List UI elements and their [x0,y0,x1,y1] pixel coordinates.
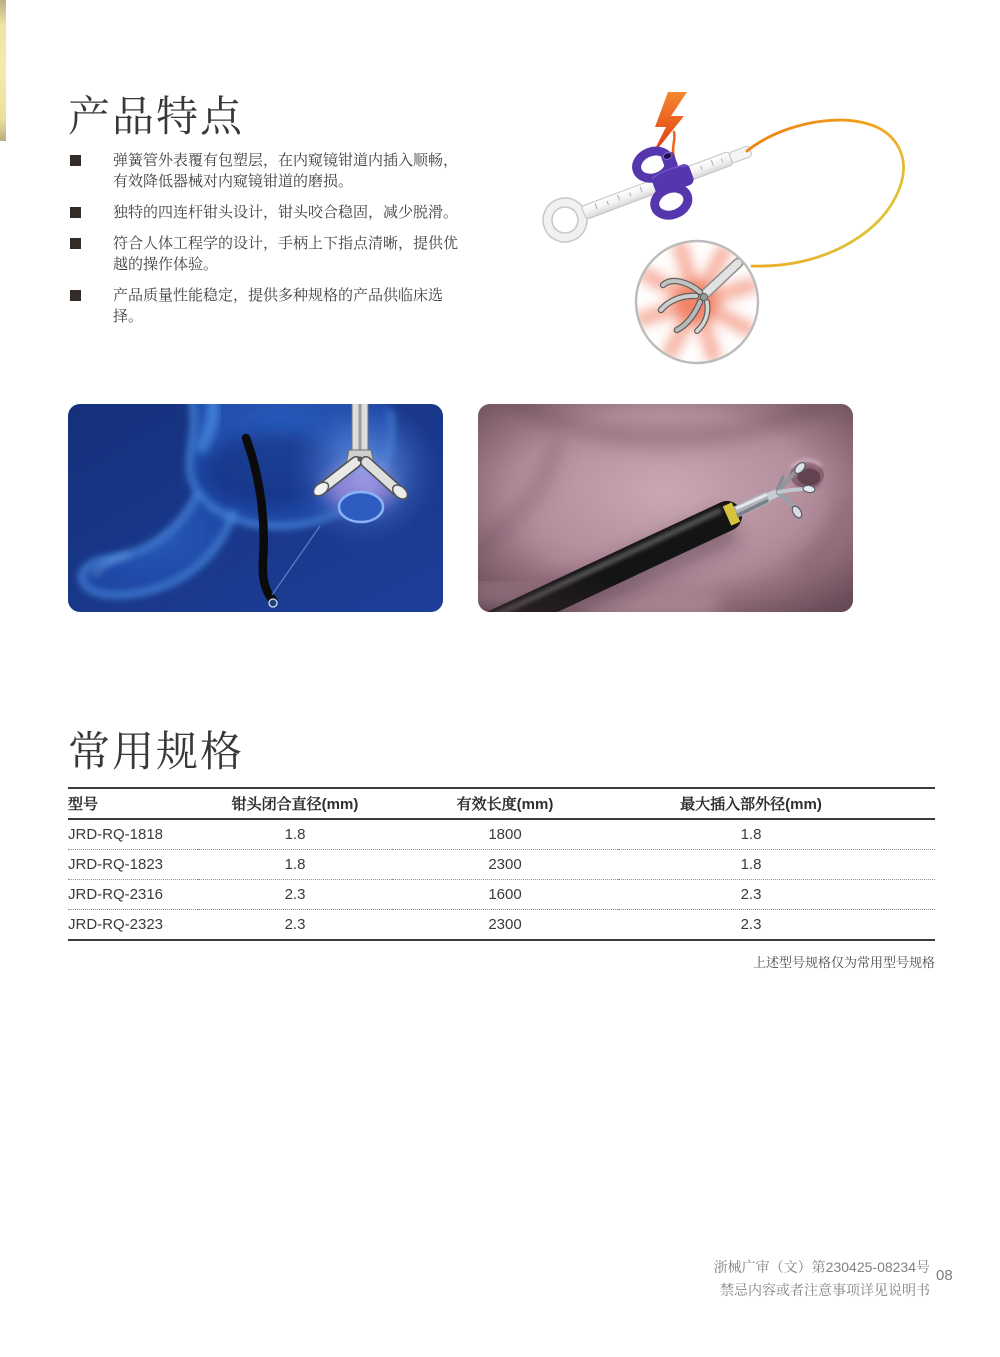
cell-model: JRD-RQ-1818 [68,826,164,843]
table-header-row [68,788,935,819]
feature-item [70,202,472,223]
cell-closed-diameter: 2.3 [284,886,306,903]
product-illustration [540,80,970,380]
page-edge-accent-stripe [0,0,6,141]
photo-endoscopic-view [478,404,853,612]
specs-note: 上述型号规格仅为常用型号规格 [752,955,935,970]
table-row [68,880,935,910]
table-row [68,819,935,850]
cell-max-insertion-od: 1.8 [740,856,762,873]
polyp [339,492,383,522]
cell-max-insertion-od: 2.3 [740,886,762,903]
table-row [68,850,935,880]
feature-text: 符合人体工程学的设计，手柄上下指点清晰，提供优越的操作体验。 [113,235,459,273]
feature-text: 独特的四连杆钳头设计，钳头咬合稳固，减少脱滑。 [113,204,459,221]
header-model: 型号 [68,796,99,813]
forceps-handle [540,119,762,259]
regulatory-notice: 禁忌内容或者注意事项详见说明书 [720,1282,930,1298]
cell-model: JRD-RQ-1823 [68,856,164,873]
cell-working-length: 2300 [488,916,522,933]
purple-spool-grip [633,141,703,221]
cell-working-length: 2300 [488,856,522,873]
bullet-square-icon [70,207,81,218]
feature-item [70,233,472,275]
forceps-tip-magnifier [634,239,761,366]
cell-model: JRD-RQ-2316 [68,886,164,903]
sheath-tip [269,599,277,607]
cell-closed-diameter: 1.8 [284,826,306,843]
specs-table [68,787,935,941]
footer [600,1256,930,1302]
feature-text: 弹簧管外表覆有包塑层，在内窥镜钳道内插入顺畅，有效降低器械对内窥镜钳道的磨损。 [113,152,459,190]
page-number: 08 [936,1267,953,1284]
header-max-insertion-od: 最大插入部外径(mm) [680,796,822,813]
cell-closed-diameter: 1.8 [284,856,306,873]
bullet-square-icon [70,290,81,301]
bullet-square-icon [70,238,81,249]
bullet-square-icon [70,155,81,166]
cell-working-length: 1600 [488,886,522,903]
cell-max-insertion-od: 2.3 [740,916,762,933]
coiled-catheter [747,120,904,266]
feature-item [70,150,472,192]
header-working-length: 有效长度(mm) [456,796,554,813]
feature-item [70,285,472,327]
table-row [68,910,935,941]
header-closed-diameter: 钳头闭合直径(mm) [231,796,359,813]
photo-stomach-illustration [68,404,443,612]
features-list [70,150,472,327]
features-title: 产品特点 [68,93,245,141]
feature-text: 产品质量性能稳定，提供多种规格的产品供临床选择。 [113,287,444,325]
cell-working-length: 1800 [488,826,522,843]
cell-model: JRD-RQ-2323 [68,916,164,933]
specs-title: 常用规格 [68,727,245,775]
cell-closed-diameter: 2.3 [284,916,306,933]
cell-max-insertion-od: 1.8 [740,826,762,843]
regulatory-approval-number: 浙械广审（文）第230425-08234号 [713,1259,930,1275]
